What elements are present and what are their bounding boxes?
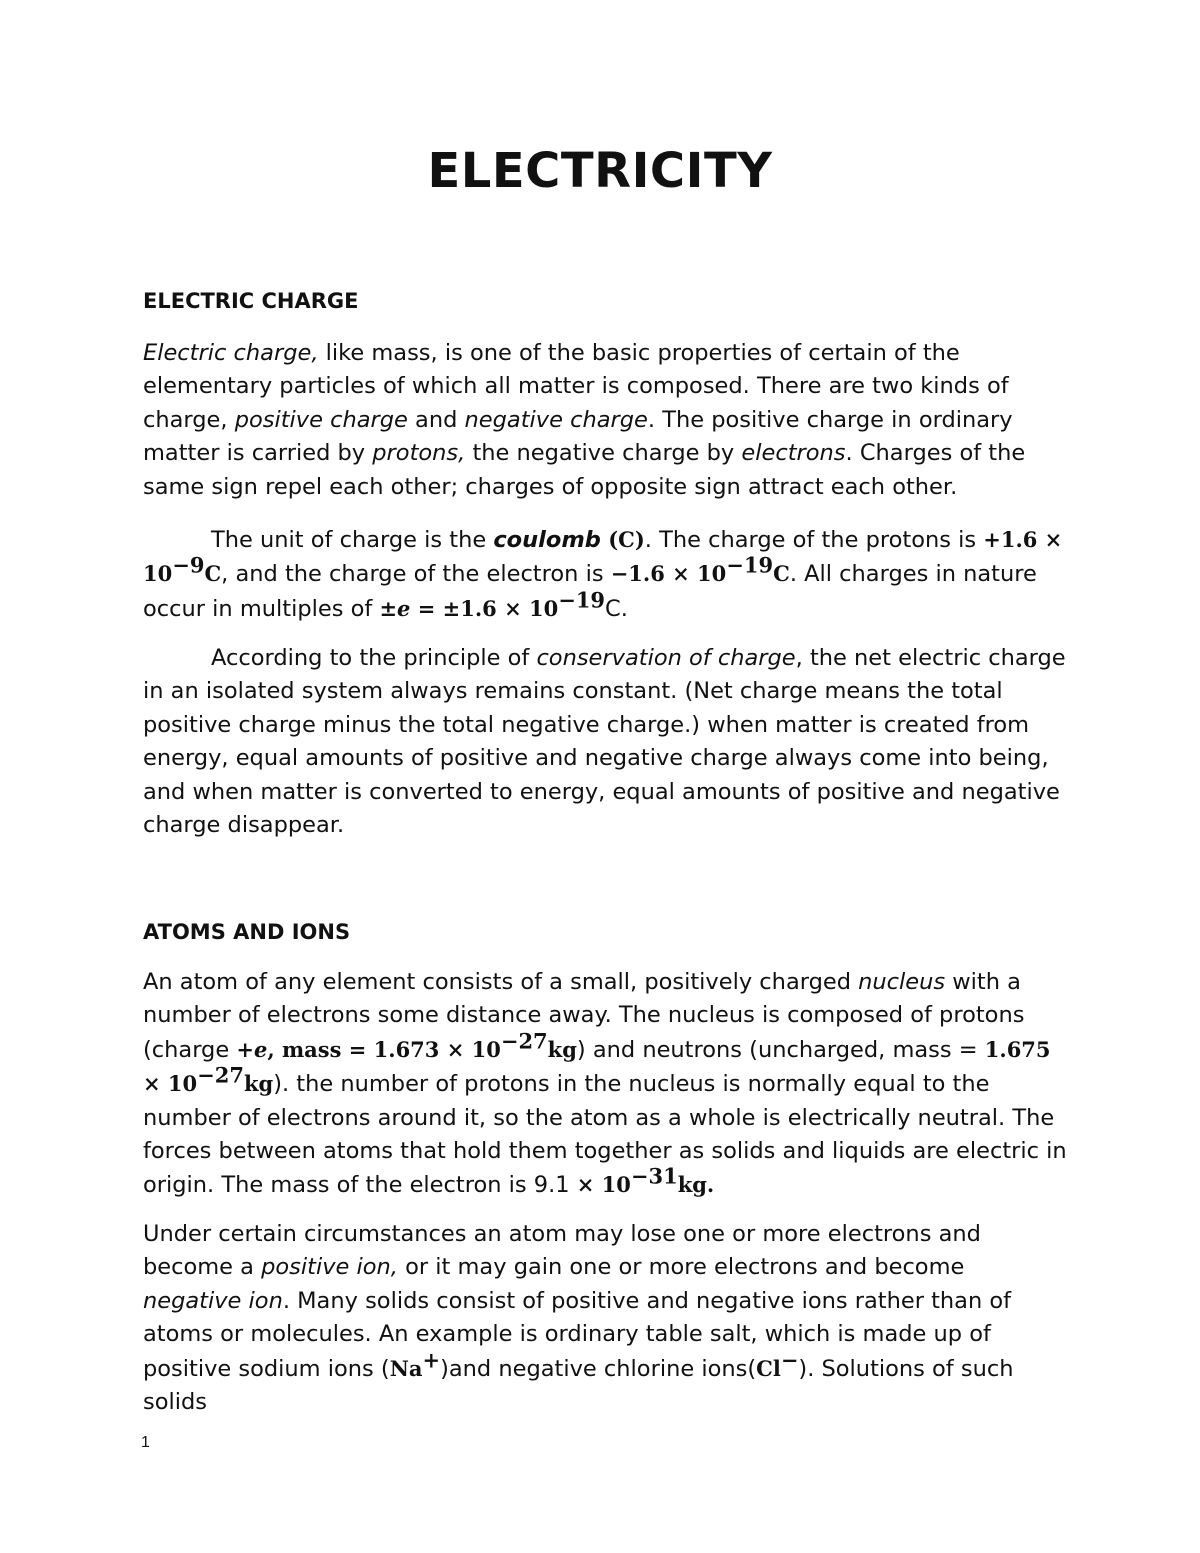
term-negative-charge: negative charge <box>464 406 648 433</box>
ion-charge: + <box>422 1347 441 1373</box>
term-negative-ion: negative ion <box>143 1287 283 1314</box>
ion-charge: − <box>780 1347 799 1373</box>
text-run: ). the number of protons in the nucleus is normally equal to the number of electrons around it, so the atom as a whole is electrically neutral. The forces between atoms that hold them together as solids and liquids are electric in origin. The mass of the electron is 9.1 <box>143 1071 1067 1199</box>
text-run: . Many solids consist of positive and negative ions rather than of atoms or molecules. An example is ordinary table salt, which is made up of positive sodium ions ( <box>143 1287 1012 1382</box>
plus-minus: ± <box>379 595 398 621</box>
unit: kg. <box>677 1172 715 1198</box>
text-run: or it may gain one or more electrons and become <box>397 1254 965 1281</box>
term-protons: protons, <box>372 440 466 467</box>
elementary-charge-value: = ±1.6 × 10 <box>410 595 559 621</box>
exponent: −27 <box>500 1028 548 1054</box>
section-heading-electric-charge: ELECTRIC CHARGE <box>143 289 359 313</box>
proton-mass-value: , mass = 1.673 × 10 <box>267 1036 501 1062</box>
electron-charge-value: −1.6 × 10 <box>610 561 727 587</box>
unit: C <box>773 561 790 587</box>
term-coulomb: coulomb <box>493 527 601 553</box>
text-run: with a number of electrons some distance away. The nucleus is composed of protons (charge <box>143 969 1025 1063</box>
text-run: C. <box>605 595 628 622</box>
text-run: , and the charge of the electron is <box>221 561 611 588</box>
paragraph-ions <box>143 1218 1068 1419</box>
exponent: −9 <box>172 552 205 578</box>
exponent: −27 <box>197 1062 244 1088</box>
sodium-symbol: Na <box>389 1355 423 1381</box>
text-run: )and negative chlorine ions( <box>440 1355 757 1382</box>
term-electric-charge: Electric charge, <box>143 340 319 366</box>
term-nucleus: nucleus <box>858 969 946 995</box>
text-run: . The charge of the protons is <box>644 527 984 553</box>
text-run: The unit of charge is the <box>211 527 494 553</box>
paragraph-conservation-of-charge <box>143 642 1068 842</box>
exponent: −31 <box>630 1163 678 1189</box>
chlorine-symbol: Cl <box>756 1355 781 1381</box>
exponent: −19 <box>558 587 606 613</box>
text-run: ) and neutrons (uncharged, mass = <box>576 1036 985 1063</box>
paragraph-electric-charge-definition <box>143 337 1068 504</box>
text-run: Under certain circumstances an atom may lose one or more electrons and become a <box>143 1221 981 1281</box>
text-run: . All charges in nature occur in multiples of <box>143 561 1037 622</box>
paragraph-atom-structure <box>143 966 1068 1203</box>
electron-mass-value: × 10 <box>576 1172 631 1198</box>
text-run: and <box>407 406 465 433</box>
unit: C <box>204 561 222 587</box>
proton-charge-value: +1.6 × 10 <box>143 527 1063 587</box>
elementary-charge-symbol: e <box>397 595 411 621</box>
neutron-mass-value: 1.675 × 10 <box>143 1036 1051 1097</box>
text-run: the negative charge by <box>465 440 742 467</box>
text-run: , the net electric charge in an isolated system always remains constant. (Net charge means the total positive charge minus the total negative charge.) when matter is created from energy, equal amounts of positive and negative charge always come into being, and when matter is converted to energy, equal amounts of positive and negative charge disappear. <box>143 645 1066 839</box>
term-conservation-of-charge: conservation of charge <box>536 645 796 671</box>
text-run: According to the principle of <box>211 645 537 671</box>
page-number: 1 <box>141 1434 150 1451</box>
section-heading-atoms-and-ions: ATOMS AND IONS <box>143 920 351 944</box>
term-positive-charge: positive charge <box>234 406 408 433</box>
text-run: ). Solutions of such solids <box>143 1355 1014 1416</box>
plus-sign: + <box>236 1036 254 1062</box>
document-title: ELECTRICITY <box>427 143 773 199</box>
term-electrons: electrons <box>741 440 846 467</box>
elementary-charge-symbol: e <box>253 1036 268 1062</box>
unit: kg <box>547 1036 577 1062</box>
unit: kg <box>243 1071 274 1097</box>
text-run: . Charges of the same sign repel each other; charges of opposite sign attract each other. <box>143 440 1026 500</box>
paragraph-unit-of-charge <box>143 523 1068 626</box>
text-run: like mass, is one of the basic properties of certain of the elementary particles of which all matter is composed. There are two kinds of charge, <box>143 340 1009 433</box>
text-run: . The positive charge in ordinary matter is carried by <box>143 406 1013 467</box>
exponent: −19 <box>726 552 774 578</box>
coulomb-symbol: (C) <box>600 527 645 552</box>
text-run: An atom of any element consists of a small, positively charged <box>143 969 859 995</box>
term-positive-ion: positive ion, <box>261 1254 398 1281</box>
